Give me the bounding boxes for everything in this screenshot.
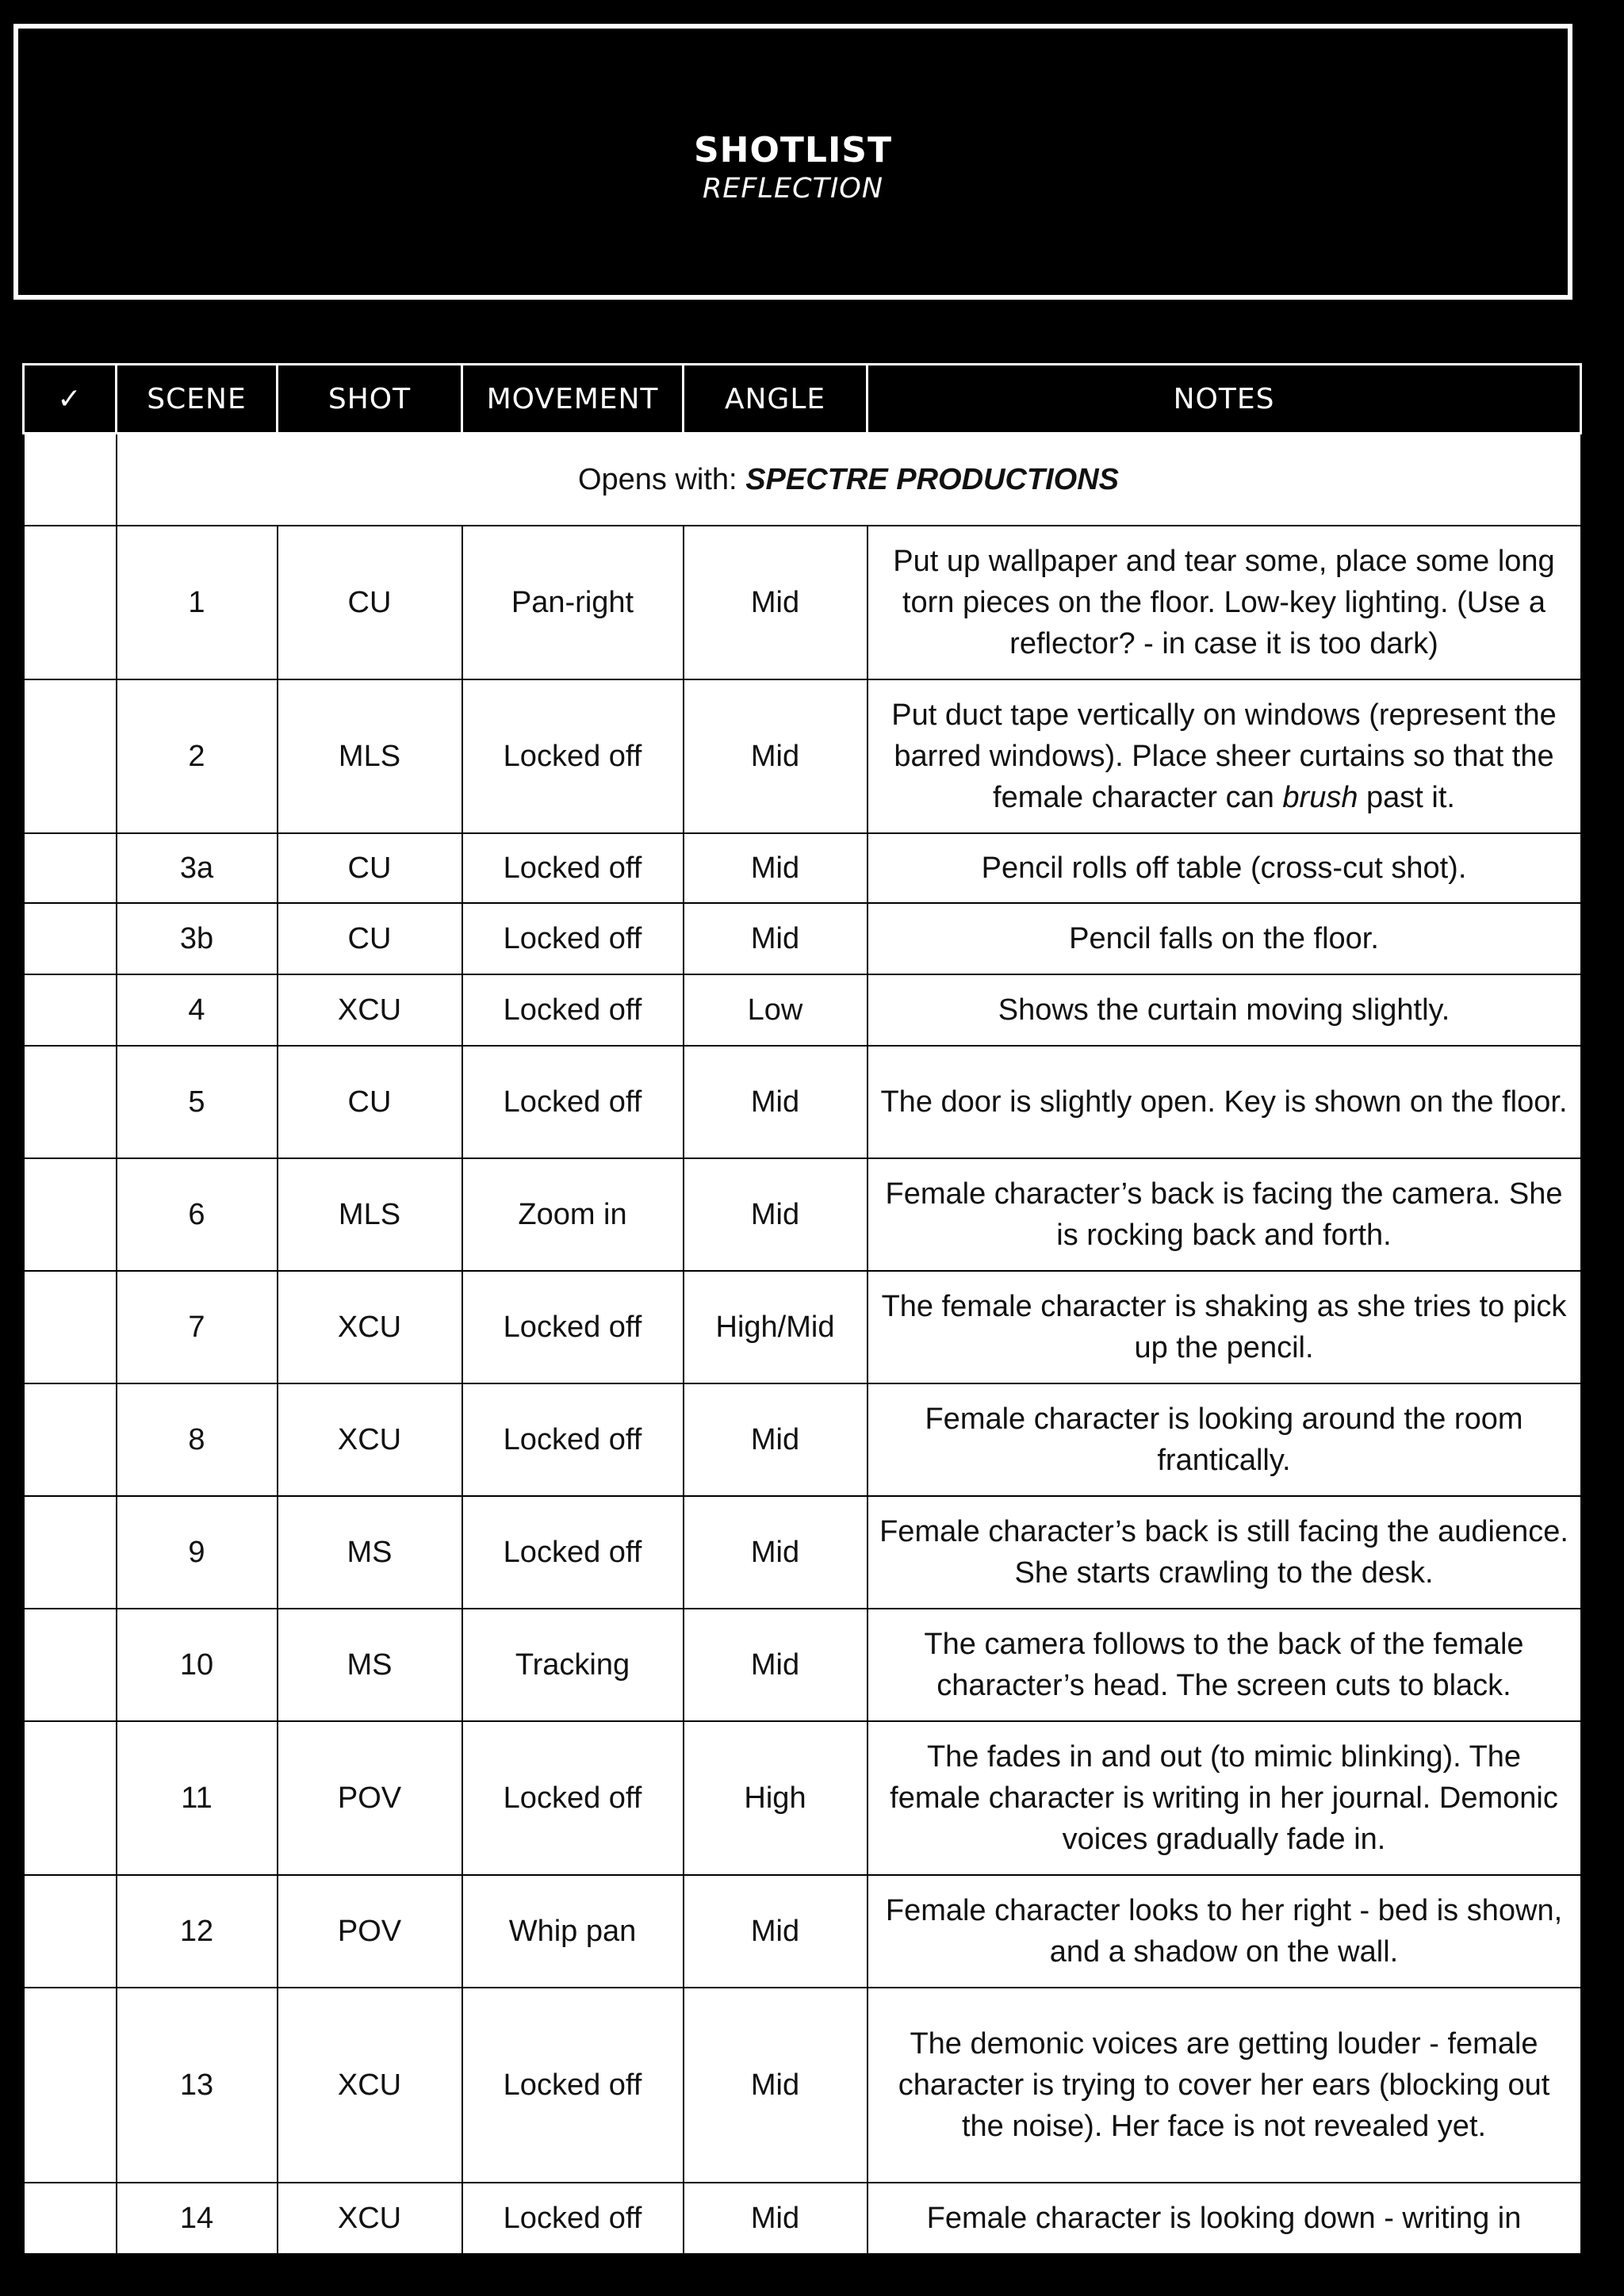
shot-cell: XCU	[278, 1271, 462, 1383]
movement-cell: Locked off	[462, 1271, 684, 1383]
header-movement: MOVEMENT	[462, 365, 684, 434]
scene-cell: 1	[117, 526, 278, 679]
check-cell[interactable]	[24, 1271, 117, 1383]
check-cell[interactable]	[24, 1496, 117, 1609]
notes-cell: Female character is looking around the room frantically.	[868, 1383, 1581, 1496]
shot-cell: XCU	[278, 1988, 462, 2183]
shotlist-table-container	[22, 363, 1580, 2255]
angle-cell: Mid	[684, 1496, 868, 1609]
scene-cell: 7	[117, 1271, 278, 1383]
check-cell[interactable]	[24, 1609, 117, 1721]
check-cell[interactable]	[24, 903, 117, 974]
scene-cell: 13	[117, 1988, 278, 2183]
scene-cell: 2	[117, 679, 278, 833]
check-cell[interactable]	[24, 974, 117, 1046]
opening-prefix: Opens with:	[577, 462, 746, 496]
shot-cell: MS	[278, 1496, 462, 1609]
table-row	[24, 2183, 1581, 2254]
shot-cell: MLS	[278, 1158, 462, 1271]
header-check-icon: ✓	[24, 365, 117, 434]
check-cell[interactable]	[24, 1875, 117, 1988]
movement-cell: Locked off	[462, 1721, 684, 1875]
angle-cell: Mid	[684, 1875, 868, 1988]
scene-cell: 8	[117, 1383, 278, 1496]
notes-cell: The demonic voices are getting louder - female character is trying to cover her ears (blocking out the noise). Her face is not revealed yet.	[868, 1988, 1581, 2183]
shot-cell: MLS	[278, 679, 462, 833]
header-shot: SHOT	[278, 365, 462, 434]
angle-cell: Mid	[684, 833, 868, 903]
angle-cell: Mid	[684, 679, 868, 833]
scene-cell: 3a	[117, 833, 278, 903]
table-row	[24, 1875, 1581, 1988]
check-cell[interactable]	[24, 679, 117, 833]
movement-cell: Locked off	[462, 679, 684, 833]
scene-cell: 6	[117, 1158, 278, 1271]
document-title: SHOTLIST	[693, 130, 893, 170]
notes-cell: Female character looks to her right - bed is shown, and a shadow on the wall.	[868, 1875, 1581, 1988]
notes-cell: The fades in and out (to mimic blinking). The female character is writing in her journal. Demonic voices gradually fade in.	[868, 1721, 1581, 1875]
check-cell[interactable]	[24, 434, 117, 526]
scene-cell: 12	[117, 1875, 278, 1988]
scene-cell: 10	[117, 1609, 278, 1721]
header-row	[24, 365, 1581, 434]
check-cell[interactable]	[24, 1988, 117, 2183]
notes-cell: Pencil falls on the floor.	[868, 903, 1581, 974]
shot-cell: MS	[278, 1609, 462, 1721]
notes-cell	[868, 679, 1581, 833]
movement-cell: Tracking	[462, 1609, 684, 1721]
table-row	[24, 1609, 1581, 1721]
angle-cell: High	[684, 1721, 868, 1875]
table-row	[24, 679, 1581, 833]
table-row	[24, 526, 1581, 679]
angle-cell: Mid	[684, 903, 868, 974]
angle-cell: Mid	[684, 1609, 868, 1721]
table-row	[24, 903, 1581, 974]
shot-cell: XCU	[278, 974, 462, 1046]
movement-cell: Locked off	[462, 974, 684, 1046]
opening-brand: SPECTRE PRODUCTIONS	[745, 462, 1120, 496]
table-row	[24, 974, 1581, 1046]
notes-cell: Pencil rolls off table (cross-cut shot).	[868, 833, 1581, 903]
table-row	[24, 1988, 1581, 2183]
notes-cell: The female character is shaking as she tries to pick up the pencil.	[868, 1271, 1581, 1383]
check-cell[interactable]	[24, 526, 117, 679]
movement-cell: Whip pan	[462, 1875, 684, 1988]
angle-cell: Mid	[684, 1158, 868, 1271]
angle-cell: High/Mid	[684, 1271, 868, 1383]
movement-cell: Pan-right	[462, 526, 684, 679]
movement-cell: Locked off	[462, 833, 684, 903]
shot-cell: CU	[278, 526, 462, 679]
shot-cell: POV	[278, 1875, 462, 1988]
angle-cell: Mid	[684, 1988, 868, 2183]
opening-row	[24, 434, 1581, 526]
check-cell[interactable]	[24, 1158, 117, 1271]
table-row	[24, 1046, 1581, 1158]
scene-cell: 4	[117, 974, 278, 1046]
movement-cell: Locked off	[462, 1496, 684, 1609]
movement-cell: Locked off	[462, 1383, 684, 1496]
angle-cell: Low	[684, 974, 868, 1046]
shot-cell: POV	[278, 1721, 462, 1875]
header-scene: SCENE	[117, 365, 278, 434]
title-box	[13, 24, 1572, 300]
table-row	[24, 1158, 1581, 1271]
shot-cell: CU	[278, 1046, 462, 1158]
notes-cell: Put up wallpaper and tear some, place some long torn pieces on the floor. Low-key lighting. (Use a reflector? - in case it is too dark)	[868, 526, 1581, 679]
angle-cell: Mid	[684, 1046, 868, 1158]
scene-cell: 14	[117, 2183, 278, 2254]
header-angle: ANGLE	[684, 365, 868, 434]
notes-cell: Shows the curtain moving slightly.	[868, 974, 1581, 1046]
angle-cell: Mid	[684, 526, 868, 679]
check-cell[interactable]	[24, 833, 117, 903]
movement-cell: Locked off	[462, 1988, 684, 2183]
scene-cell: 3b	[117, 903, 278, 974]
notes-cell: The camera follows to the back of the female character’s head. The screen cuts to black.	[868, 1609, 1581, 1721]
notes-emphasis: brush	[1282, 780, 1358, 814]
check-cell[interactable]	[24, 1721, 117, 1875]
shotlist-table	[22, 363, 1582, 2255]
opening-cell	[117, 434, 1581, 526]
shot-cell: CU	[278, 833, 462, 903]
angle-cell: Mid	[684, 1383, 868, 1496]
check-cell[interactable]	[24, 1046, 117, 1158]
check-cell[interactable]	[24, 1383, 117, 1496]
movement-cell: Locked off	[462, 2183, 684, 2254]
table-row	[24, 1721, 1581, 1875]
angle-cell: Mid	[684, 2183, 868, 2254]
check-cell[interactable]	[24, 2183, 117, 2254]
table-row	[24, 1271, 1581, 1383]
table-row	[24, 1496, 1581, 1609]
table-row	[24, 1383, 1581, 1496]
notes-cell: Female character is looking down - writing in	[868, 2183, 1581, 2254]
scene-cell: 5	[117, 1046, 278, 1158]
notes-text: Put duct tape vertically on windows (represent the barred windows). Place sheer curtains so that the female character can	[891, 698, 1557, 814]
notes-cell: Female character’s back is still facing the audience. She starts crawling to the desk.	[868, 1496, 1581, 1609]
shot-cell: XCU	[278, 1383, 462, 1496]
shot-cell: CU	[278, 903, 462, 974]
movement-cell: Zoom in	[462, 1158, 684, 1271]
scene-cell: 11	[117, 1721, 278, 1875]
notes-cell: Female character’s back is facing the camera. She is rocking back and forth.	[868, 1158, 1581, 1271]
notes-text: past it.	[1358, 780, 1455, 814]
movement-cell: Locked off	[462, 903, 684, 974]
scene-cell: 9	[117, 1496, 278, 1609]
notes-cell: The door is slightly open. Key is shown on the floor.	[868, 1046, 1581, 1158]
movement-cell: Locked off	[462, 1046, 684, 1158]
table-row	[24, 833, 1581, 903]
shot-cell: XCU	[278, 2183, 462, 2254]
header-notes: NOTES	[868, 365, 1581, 434]
document-subtitle: REFLECTION	[702, 173, 884, 205]
